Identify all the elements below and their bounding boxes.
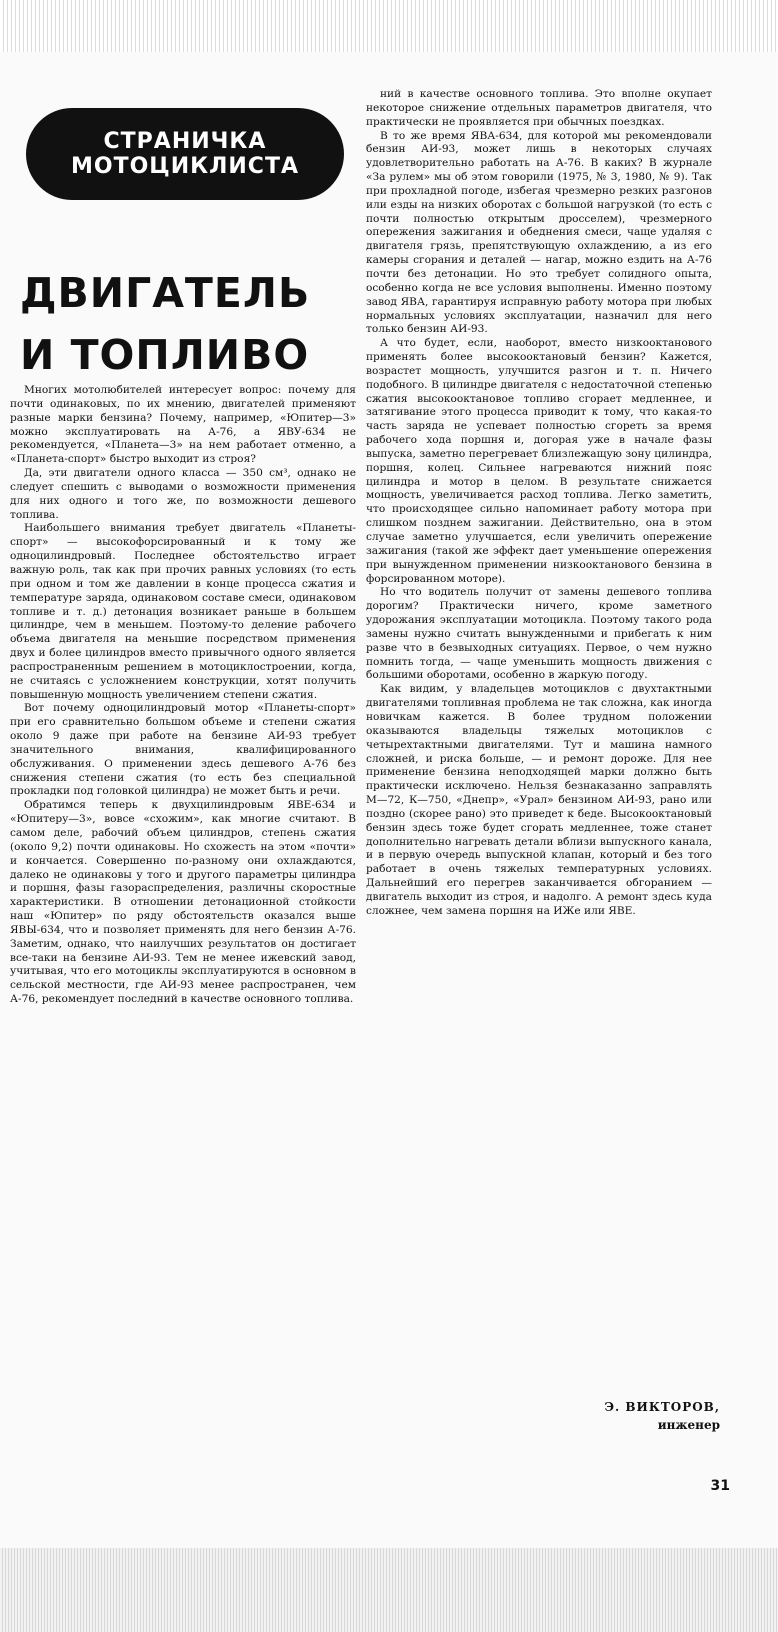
page-top-edge — [0, 0, 778, 52]
left-column — [10, 384, 356, 1468]
right-paragraph-5: Как видим, у владельцев мотоциклов с двухтактными двигателями топливная проблема не так сложна, как иногда новичкам кажется. В более трудном положении оказываются владельцы тяжелых мотоциклов с четырехтактными двигателями. Тут и машина намного сложней, и риска больше, — и ремонт дороже. Для нее применение бензина неподходящей марки должно быть практически исключено. Нельзя безнаказанно заправлять М—72, К—750, «Днепр», «Урал» бензином АИ-93, рано или поздно (скорее рано) это приведет к беде. Высокооктановый бензин здесь тоже будет сгорать медленнее, тоже станет дополнительно нагревать детали вблизи выпускного канала, и в первую очередь выпускной клапан, который и без того работает в очень тяжелых температурных условиях. Дальнейший его перегрев заканчивается обгоранием — двигатель выходит из строя, и надолго. А ремонт здесь куда сложнее, чем замена поршня на ИЖе или ЯВЕ. — [366, 683, 712, 917]
headline-line2: И ТОПЛИВО — [20, 331, 310, 379]
right-paragraph-4: Но что водитель получит от замены дешевого топлива дорогим? Практически ничего, кроме заметного удорожания эксплуатации мотоцикла. Поэтому такого рода замены нужно считать вынужденными и прибегать к ним разве что в безвыходных ситуациях. Первое, о чем нужно помнить тогда, — чаще уменьшить мощность движения с большими оборотами, особенно в жаркую погоду. — [366, 586, 712, 682]
left-paragraph-1: Многих мотолюбителей интересует вопрос: почему для почти одинаковых, по их мнению, двигателей применяют разные марки бензина? Почему, например, «Юпитер—3» можно эксплуатировать на А-76, а ЯВУ-634 не рекомендуется, «Планета—3» на нем работает отменно, а «Планета-спорт» быстро выходит из строя? — [10, 384, 356, 466]
headline-line1: ДВИГАТЕЛЬ — [20, 269, 311, 317]
author-title: инженер — [657, 1418, 720, 1432]
right-paragraph-3: А что будет, если, наоборот, вместо низкооктанового применять более высокооктановый бензин? Кажется, возрастет мощность, улучшится разгон и т. п. Ничего подобного. В цилиндре двигателя с недостаточной степенью сжатия высокооктановое топливо сгорает медленнее, и затягивание этого процесса приводит к тому, что какая-то часть заряда не успевает полностью сгореть за время рабочего хода поршня и, догорая уже в начале фазы выпуска, заметно перегревает близлежащую зону цилиндра, поршня, колец. Сильнее нагреваются нижний пояс цилиндра и мотор в целом. В результате снижается мощность, увеличивается расход топлива. Легко заметить, что происходящее сильно напоминает работу мотора при слишком позднем зажигании. Действительно, она в этом случае заметно улучшается, если увеличить опережение зажигания (такой же эффект дает уменьшение опережения при вынужденном применении низкооктанового бензина в форсированном моторе). — [366, 337, 712, 585]
section-badge-line2: МОТОЦИКЛИСТА — [71, 154, 299, 179]
author-name: Э. ВИКТОРОВ, — [604, 1400, 720, 1414]
article-headline — [20, 262, 350, 386]
page-number: 31 — [710, 1478, 730, 1494]
left-paragraph-5: Обратимся теперь к двухцилиндровым ЯВЕ-634 и «Юпитеру—3», вовсе «схожим», как многие считают. В самом деле, рабочий объем цилиндров, степень сжатия (около 9,2) почти одинаковы. Но схожесть на этом «почти» и кончается. Совершенно по-разному они охлаждаются, далеко не одинаковы у того и другого параметры цилиндра и поршня, фазы газораспределения, различны скоростные характеристики. В отношении детонационной стойкости наш «Юпитер» по ряду обстоятельств оказался выше ЯВЫ-634, что и позволяет применять для него бензин А-76. Заметим, однако, что наилучших результатов он достигает все-таки на бензине АИ-93. Тем не менее ижевский завод, учитывая, что его мотоциклы эксплуатируются в основном в сельской местности, где АИ-93 менее распространен, чем А-76, рекомендует последний в качестве основного топлива. — [10, 799, 356, 1006]
right-column — [366, 88, 712, 1388]
left-paragraph-4: Вот почему одноцилиндровый мотор «Планеты-спорт» при его сравнительно большом объеме и степени сжатия около 9 даже при работе на бензине АИ-93 требует значительного внимания, квалифицированного обслуживания. О применении здесь дешевого А-76 без снижения степени сжатия (то есть без специальной прокладки под головкой цилиндра) не может быть и речи. — [10, 702, 356, 798]
page-bottom-edge — [0, 1548, 778, 1632]
section-badge-line1: СТРАНИЧКА — [103, 129, 267, 154]
right-paragraph-1: ний в качестве основного топлива. Это вполне окупает некоторое снижение отдельных параметров двигателя, что практически не проявляется при обычных поездках. — [366, 88, 712, 128]
left-paragraph-2: Да, эти двигатели одного класса — 350 см³, однако не следует спешить с выводами о возможности применения для них одного и того же, по возможности дешевого топлива. — [10, 467, 356, 521]
right-paragraph-2: В то же время ЯВА-634, для которой мы рекомендовали бензин АИ-93, может лишь в некоторых случаях удовлетворительно работать на А-76. В каких? В журнале «За рулем» мы об этом говорили (1975, № 3, 1980, № 9). Так при прохладной погоде, избегая чрезмерно резких разгонов или езды на низких оборотах с большой нагрузкой (то есть с почти полностью открытым дросселем), чрезмерного опережения зажигания и обеднения смеси, чаще удаляя с двигателя грязь, препятствующую охлаждению, а из его камеры сгорания и деталей — нагар, можно ездить на А-76 почти без детонации. Но это требует солидного опыта, особенно когда не все условия выполнены. Именно поэтому завод ЯВА, гарантируя исправную работу мотора при любых нормальных условиях эксплуатации, назначил для него только бензин АИ-93. — [366, 129, 712, 336]
section-badge — [26, 108, 344, 200]
left-paragraph-3: Наибольшего внимания требует двигатель «Планеты-спорт» — высокофорсированный и к тому же одноцилиндровый. Последнее обстоятельство играет важную роль, так как при прочих равных условиях (то есть при одном и том же давлении в конце процесса сжатия и температуре заряда, одинаковом составе смеси, одинаковом топливе и т. д.) детонация возникает раньше в большем цилиндре, чем в меньшем. Поэтому-то деление рабочего объема двигателя на меньшие посредством применения двух и более цилиндров вместо привычного одного является распространенным решением в мотоциклостроении, когда, не считаясь с усложнением конструкции, хотят получить повышенную мощность увеличением степени сжатия. — [10, 522, 356, 701]
